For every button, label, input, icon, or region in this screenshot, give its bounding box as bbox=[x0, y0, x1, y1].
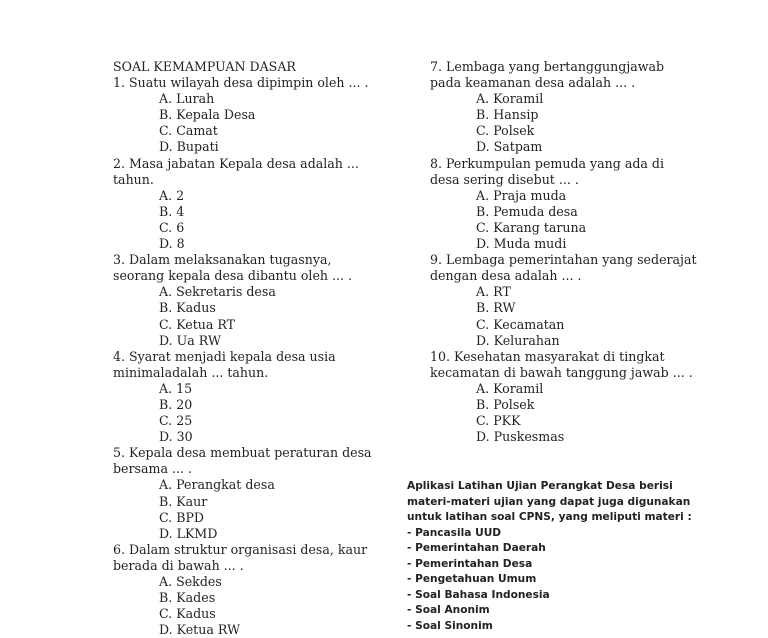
answer-option: B. 4 bbox=[159, 203, 185, 219]
promo-materi-item: - Pengetahuan Umum bbox=[407, 573, 537, 585]
promo-materi-item: - Pancasila UUD bbox=[407, 526, 502, 539]
question-item bbox=[113, 252, 388, 349]
answer-option: D. LKMD bbox=[159, 525, 218, 541]
promo-intro-line: untuk latihan soal CPNS, yang meliputi materi : bbox=[407, 511, 692, 523]
question-text: seorang kepala desa dibantu oleh ... . bbox=[113, 268, 353, 284]
answer-option: D. 8 bbox=[159, 236, 185, 252]
answer-option: A. RT bbox=[476, 284, 511, 300]
promo-materi-list bbox=[407, 526, 707, 635]
question-item bbox=[113, 445, 388, 542]
answer-option: B. Polsek bbox=[476, 396, 535, 412]
document-title: SOAL KEMAMPUAN DASAR bbox=[113, 59, 296, 74]
answer-option: D. Puskesmas bbox=[476, 429, 565, 445]
question-text: berada di bawah ... . bbox=[113, 557, 244, 573]
question-item bbox=[113, 542, 388, 638]
answer-option: B. Pemuda desa bbox=[476, 203, 578, 219]
answer-option: D. Bupati bbox=[159, 139, 219, 155]
answer-option: A. Praja muda bbox=[476, 187, 567, 203]
answer-option: B. Kepala Desa bbox=[159, 107, 256, 123]
answer-option: B. Kadus bbox=[159, 300, 216, 316]
question-text: 5. Kepala desa membuat peraturan desa bbox=[113, 445, 372, 461]
question-text: 3. Dalam melaksanakan tugasnya, bbox=[113, 252, 332, 268]
promo-materi-item: - Soal Anonim bbox=[407, 604, 490, 616]
answer-option: A. Koramil bbox=[476, 380, 544, 396]
answer-option: B. RW bbox=[476, 300, 516, 316]
question-text: desa sering disebut ... . bbox=[430, 171, 579, 187]
question-item bbox=[430, 59, 705, 156]
promo-materi-item: - Soal Bahasa Indonesia bbox=[407, 588, 550, 601]
promo-materi-item: - Pemerintahan Daerah bbox=[407, 542, 546, 554]
answer-option: D. Kelurahan bbox=[476, 332, 560, 348]
answer-option: A. Perangkat desa bbox=[159, 477, 275, 493]
answer-option: C. Kadus bbox=[159, 606, 216, 622]
question-text: pada keamanan desa adalah ... . bbox=[430, 75, 636, 91]
question-text: minimaladalah ... tahun. bbox=[113, 364, 269, 380]
promo-materi-item: - Pemerintahan Desa bbox=[407, 557, 533, 570]
answer-option: D. 30 bbox=[159, 429, 193, 445]
answer-option: C. BPD bbox=[159, 509, 205, 525]
right-column bbox=[430, 59, 705, 445]
answer-option: D. Ketua RW bbox=[159, 622, 241, 638]
promo-intro bbox=[407, 479, 707, 526]
answer-option: A. 15 bbox=[159, 380, 193, 396]
answer-option: C. 25 bbox=[159, 413, 193, 429]
answer-option: A. Sekretaris desa bbox=[159, 284, 276, 300]
answer-option: A. Sekdes bbox=[159, 574, 222, 589]
question-text: 8. Perkumpulan pemuda yang ada di bbox=[430, 155, 665, 171]
promo-block bbox=[407, 479, 707, 634]
promo-intro-line: Aplikasi Latihan Ujian Perangkat Desa berisi bbox=[407, 480, 673, 492]
question-text: tahun. bbox=[113, 171, 154, 187]
answer-option: C. 6 bbox=[159, 219, 185, 235]
answer-option: D. Satpam bbox=[476, 139, 543, 155]
question-text: 4. Syarat menjadi kepala desa usia bbox=[113, 348, 336, 364]
answer-option: A. 2 bbox=[159, 187, 185, 203]
left-column bbox=[113, 59, 388, 638]
question-item bbox=[113, 349, 388, 446]
answer-option: C. Polsek bbox=[476, 123, 535, 139]
answer-option: C. Ketua RT bbox=[159, 316, 236, 332]
answer-option: C. PKK bbox=[476, 413, 521, 429]
answer-option: D. Muda mudi bbox=[476, 236, 567, 252]
question-item bbox=[113, 75, 388, 155]
question-text: 10. Kesehatan masyarakat di tingkat bbox=[430, 348, 665, 364]
question-text: bersama ... . bbox=[113, 461, 192, 477]
promo-materi-item: - Soal Sinonim bbox=[407, 619, 493, 632]
answer-option: B. Kaur bbox=[159, 493, 208, 509]
question-text: 6. Dalam struktur organisasi desa, kaur bbox=[113, 541, 368, 557]
question-text: 7. Lembaga yang bertanggungjawab bbox=[430, 59, 665, 74]
answer-option: C. Kecamatan bbox=[476, 316, 565, 332]
question-text: 2. Masa jabatan Kepala desa adalah ... bbox=[113, 155, 359, 171]
question-text: 9. Lembaga pemerintahan yang sederajat bbox=[430, 252, 697, 268]
answer-option: B. Hansip bbox=[476, 107, 539, 123]
question-item bbox=[430, 156, 705, 253]
question-item bbox=[430, 349, 705, 446]
answer-option: C. Karang taruna bbox=[476, 219, 587, 235]
left-question-list bbox=[113, 75, 388, 638]
answer-option: D. Ua RW bbox=[159, 332, 221, 348]
question-text: dengan desa adalah ... . bbox=[430, 268, 582, 284]
question-text: 1. Suatu wilayah desa dipimpin oleh ... . bbox=[113, 75, 369, 91]
answer-option: A. Koramil bbox=[476, 91, 544, 107]
promo-intro-line: materi-materi ujian yang dapat juga digunakan bbox=[407, 495, 691, 508]
answer-option: C. Camat bbox=[159, 123, 218, 139]
question-text: kecamatan di bawah tanggung jawab ... . bbox=[430, 364, 693, 380]
question-item bbox=[430, 252, 705, 349]
right-question-list bbox=[430, 59, 705, 445]
answer-option: B. Kades bbox=[159, 590, 216, 606]
answer-option: B. 20 bbox=[159, 396, 193, 412]
answer-option: A. Lurah bbox=[159, 91, 215, 107]
question-item bbox=[113, 156, 388, 253]
